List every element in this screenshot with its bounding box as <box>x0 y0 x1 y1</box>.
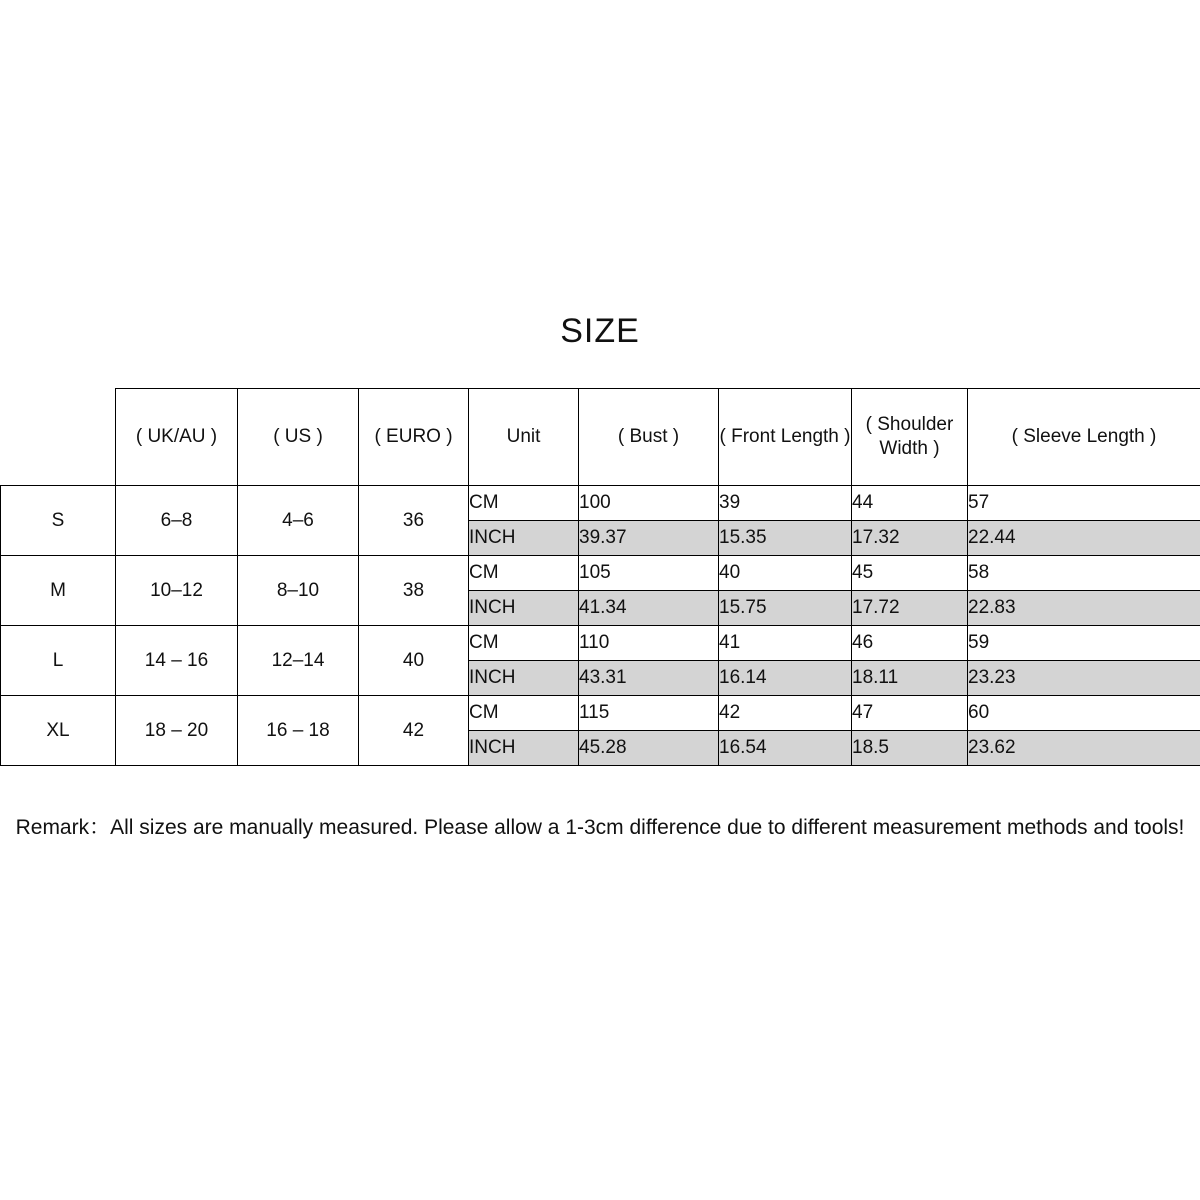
row-unit-inch: INCH <box>469 591 579 626</box>
row-unit-cm: CM <box>469 486 579 521</box>
row-uk-au: 6–8 <box>116 486 238 556</box>
header-euro: ( EURO ) <box>359 389 469 486</box>
header-shoulder-width: ( Shoulder Width ) <box>852 389 968 486</box>
row-shoulder-width-cm: 47 <box>852 696 968 731</box>
row-sleeve-length-cm: 59 <box>968 626 1200 661</box>
row-sleeve-length-cm: 58 <box>968 556 1200 591</box>
row-us: 16 – 18 <box>238 696 359 766</box>
row-us: 4–6 <box>238 486 359 556</box>
row-front-length-inch: 15.35 <box>719 521 852 556</box>
row-bust-cm: 105 <box>579 556 719 591</box>
row-uk-au: 18 – 20 <box>116 696 238 766</box>
row-bust-cm: 100 <box>579 486 719 521</box>
row-sleeve-length-inch: 22.44 <box>968 521 1200 556</box>
page-title: SIZE <box>560 312 640 350</box>
row-euro: 42 <box>359 696 469 766</box>
table-header-row <box>1 389 1200 486</box>
row-bust-inch: 43.31 <box>579 661 719 696</box>
row-shoulder-width-cm: 46 <box>852 626 968 661</box>
row-bust-inch: 45.28 <box>579 731 719 766</box>
row-sleeve-length-inch: 22.83 <box>968 591 1200 626</box>
row-unit-inch: INCH <box>469 521 579 556</box>
row-uk-au: 14 – 16 <box>116 626 238 696</box>
row-unit-cm: CM <box>469 556 579 591</box>
header-us: ( US ) <box>238 389 359 486</box>
row-shoulder-width-inch: 18.5 <box>852 731 968 766</box>
row-front-length-cm: 42 <box>719 696 852 731</box>
table-row <box>1 626 1200 661</box>
row-shoulder-width-cm: 45 <box>852 556 968 591</box>
header-unit: Unit <box>469 389 579 486</box>
row-unit-inch: INCH <box>469 661 579 696</box>
row-shoulder-width-inch: 17.72 <box>852 591 968 626</box>
row-sleeve-length-inch: 23.23 <box>968 661 1200 696</box>
header-front-length: ( Front Length ) <box>719 389 852 486</box>
row-sleeve-length-cm: 60 <box>968 696 1200 731</box>
table-row <box>1 486 1200 521</box>
row-front-length-inch: 16.54 <box>719 731 852 766</box>
row-front-length-cm: 39 <box>719 486 852 521</box>
row-euro: 36 <box>359 486 469 556</box>
row-bust-cm: 115 <box>579 696 719 731</box>
row-us: 12–14 <box>238 626 359 696</box>
row-sleeve-length-cm: 57 <box>968 486 1200 521</box>
row-uk-au: 10–12 <box>116 556 238 626</box>
table-row <box>1 696 1200 731</box>
row-us: 8–10 <box>238 556 359 626</box>
row-front-length-inch: 16.14 <box>719 661 852 696</box>
row-bust-inch: 39.37 <box>579 521 719 556</box>
row-bust-cm: 110 <box>579 626 719 661</box>
row-shoulder-width-cm: 44 <box>852 486 968 521</box>
header-sleeve-length: ( Sleeve Length ) <box>968 389 1200 486</box>
row-front-length-cm: 41 <box>719 626 852 661</box>
header-blank <box>1 389 116 486</box>
table-body <box>1 486 1200 766</box>
row-euro: 38 <box>359 556 469 626</box>
row-shoulder-width-inch: 18.11 <box>852 661 968 696</box>
header-bust: ( Bust ) <box>579 389 719 486</box>
remark-text <box>0 812 1200 844</box>
row-front-length-cm: 40 <box>719 556 852 591</box>
row-sleeve-length-inch: 23.62 <box>968 731 1200 766</box>
row-euro: 40 <box>359 626 469 696</box>
row-size-label: M <box>1 556 116 626</box>
row-unit-inch: INCH <box>469 731 579 766</box>
remark-label: Remark：All sizes are manually measured. Please allow a 1-3cm difference due to different measurement methods and tools! <box>15 816 1185 839</box>
row-size-label: S <box>1 486 116 556</box>
size-table <box>0 388 1200 766</box>
row-unit-cm: CM <box>469 626 579 661</box>
row-size-label: XL <box>1 696 116 766</box>
size-table-container <box>0 388 1200 766</box>
row-size-label: L <box>1 626 116 696</box>
row-unit-cm: CM <box>469 696 579 731</box>
row-front-length-inch: 15.75 <box>719 591 852 626</box>
row-shoulder-width-inch: 17.32 <box>852 521 968 556</box>
header-uk-au: ( UK/AU ) <box>116 389 238 486</box>
table-row <box>1 556 1200 591</box>
table-header <box>1 389 1200 486</box>
row-bust-inch: 41.34 <box>579 591 719 626</box>
